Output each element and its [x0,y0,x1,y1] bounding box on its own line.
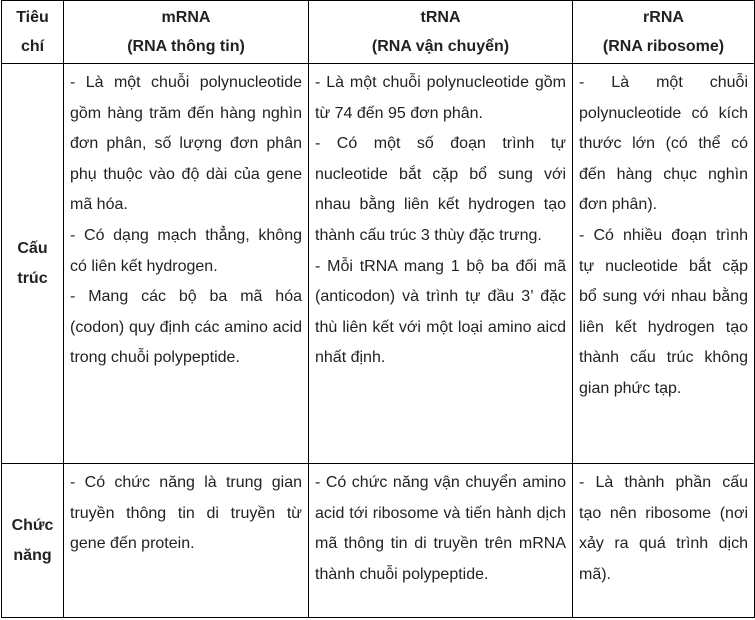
header-criteria-line-2: chí [20,38,45,55]
structure-mrna-cell [64,64,309,464]
function-label-line-1: Chức [11,516,54,534]
structure-trna-item: - Là một chuỗi polynucleotide gồm từ 74 đến 95 đơn phân. [315,74,566,122]
structure-label-line-2: trúc [17,269,48,287]
function-rrna-cell [573,464,755,618]
function-rrna-item: - Là thành phần cấu tạo nên ribosome (nơi xảy ra quá trình dịch mã). [579,474,748,583]
structure-trna-item: - Có một số đoạn trình tự nucleotide bắt cặp bổ sung với nhau bằng liên kết hydrogen tạo thành cấu trúc 3 thùy đặc trưng. [315,135,566,244]
structure-rrna-cell [573,64,755,464]
structure-label [2,64,64,464]
function-label [2,464,64,618]
header-mrna-title: mRNA [161,9,211,26]
structure-mrna-item: - Mang các bộ ba mã hóa (codon) quy định các amino acid trong chuỗi polypeptide. [70,288,302,367]
function-mrna-item: - Có chức năng là trung gian truyền thông tin di truyền từ gene đến protein. [70,474,302,553]
header-trna-subtitle: (RNA vận chuyển) [371,38,510,55]
header-mrna [64,1,309,64]
header-trna [309,1,573,64]
header-rrna [573,1,755,64]
header-rrna-title: rRNA [643,9,684,26]
rna-comparison-table [1,0,755,618]
structure-rrna-item: - Là một chuỗi polynucleotide có kích thước lớn (có thể có đến hàng chục nghìn đơn phân). [579,74,748,214]
header-rrna-subtitle: (RNA ribosome) [602,38,725,55]
structure-trna-cell [309,64,573,464]
header-row [2,1,755,64]
function-row [2,464,755,618]
structure-label-line-1: Cấu [17,239,48,257]
function-trna-item: - Có chức năng vận chuyển amino acid tới ribosome và tiến hành dịch mã thông tin di truyền trên mRNA thành chuỗi polypeptide. [315,474,566,583]
function-label-line-2: năng [13,546,52,564]
structure-trna-item: - Mỗi tRNA mang 1 bộ ba đối mã (anticodon) và trình tự đầu 3’ đặc thù liên kết với một loại amino aicd nhất định. [315,257,566,367]
structure-mrna-item: - Có dạng mạch thẳng, không có liên kết hydrogen. [70,226,302,275]
header-mrna-subtitle: (RNA thông tin) [127,38,245,55]
header-trna-title: tRNA [420,9,461,26]
function-mrna-cell [64,464,309,618]
structure-rrna-item: - Có nhiều đoạn trình tự nucleotide bắt cặp bổ sung với nhau bằng liên kết hydrogen tạo thành cấu trúc không gian phức tạp. [579,226,748,397]
structure-mrna-item: - Là một chuỗi polynucleotide gồm hàng trăm đến hàng nghìn đơn phân, số lượng đơn phân phụ thuộc vào độ dài của gene mã hóa. [70,74,302,214]
structure-row [2,64,755,464]
header-criteria-line-1: Tiêu [16,9,49,26]
function-trna-cell [309,464,573,618]
header-criteria [2,1,64,64]
